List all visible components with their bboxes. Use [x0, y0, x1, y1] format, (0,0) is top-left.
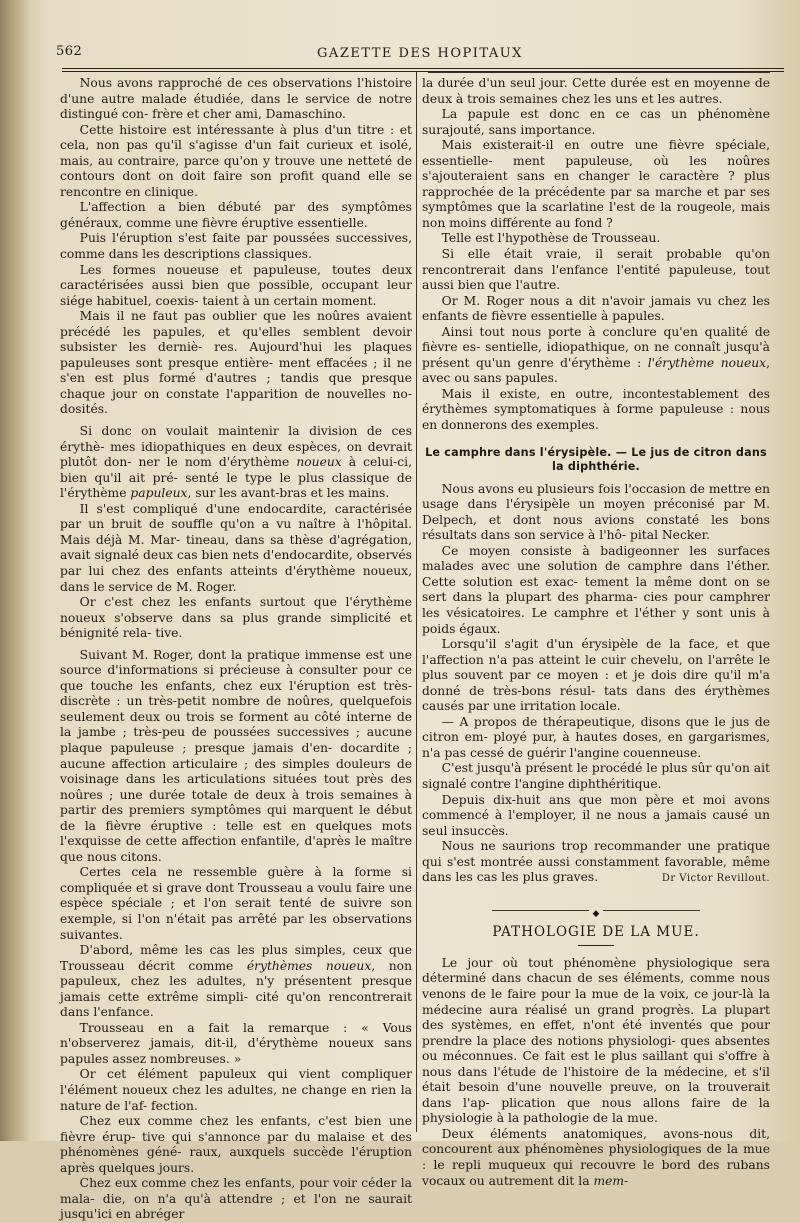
text-run: , non papuleux, chez les adultes, n'y présentent presque jamais cette extrême simpli- cité qu'on rencontrerait dans l'enfance.	[60, 958, 412, 1020]
text-run: Si donc on voulait maintenir la division de ces érythè- mes idiopathiques en deux espèces, on devrait plutôt don- ner le nom d'érythème	[60, 424, 412, 470]
paragraph: Or c'est chez les enfants surtout que l'érythème noueux s'observe dans sa plus grande simplicité et bénignité rela- tive.	[60, 595, 412, 641]
paragraph: C'est jusqu'à présent le procédé le plus sûr qu'on ait signalé contre l'angine diphthéritique.	[422, 761, 770, 791]
paragraph: Suivant M. Roger, dont la pratique immense est une source d'informations si précieuse à consulter pour ce que touche les enfants, chez eux l'éruption est très-discrète : un très-petit nombre de noûres, quelquefois seulement deux ou trois se forment au côté interne de la jambe ; très-peu de poussées successives ; aucune plaque papuleuse ; presque jamais d'en- docardite ; aucune affection articulaire ; des simples douleurs de voisinage dans les articulations situées tout près des noûres ; une durée totale de deux à trois semaines à partir des premiers symptômes qui marquent le début de la fièvre éruptive : telle est en quelques mots l'exquisse de cette affection enfantile, d'après le maître que nous citons.	[60, 647, 412, 864]
paragraph: Nous avons eu plusieurs fois l'occasion de mettre en usage dans l'érysipèle un moyen préconisé par M. Delpech, et dont nous avions constaté les bons résultats dans son service à l'hô- pital Necker.	[422, 481, 770, 543]
paragraph: L'affection a bien débuté par des symptômes généraux, comme une fièvre éruptive essentielle.	[60, 200, 412, 230]
paragraph: Puis l'éruption s'est faite par poussées successives, comme dans les descriptions classiques.	[60, 231, 412, 262]
paragraph: Depuis dix-huit ans que mon père et moi avons commencé à l'employer, il ne nous a jamais causé un seul insuccès.	[422, 792, 770, 838]
paragraph: Chez eux comme chez les enfants, pour voir céder la mala- die, on n'a qu'à attendre ; et l'on ne saurait jusqu'ici en abréger	[60, 1176, 412, 1222]
paragraph: La papule est donc en ce cas un phénomène surajouté, sans importance.	[422, 107, 770, 137]
paragraph: Or cet élément papuleux qui vient compliquer l'élément noueux chez les adultes, ne change en rien la nature de l'af- fection.	[60, 1067, 412, 1113]
text-run: D'abord, même les cas les plus simples, ceux que Trousseau décrit comme	[60, 943, 412, 973]
paragraph	[60, 943, 412, 1021]
italic-term: érythèmes noueux	[246, 958, 372, 973]
italic-term: papuleux	[130, 486, 188, 501]
paragraph: Mais il existe, en outre, incontestablement des érythèmes symptomatiques à forme papuleuse : nous en donnerons des exemples.	[422, 386, 770, 433]
paragraph: Mais il ne faut pas oublier que les noûres avaient précédé les papules, et qu'elles semblent devoir subsister les derniè- res. Aujourd'hui les plaques papuleuses sont presque entière- ment effacées ; il ne s'en est plus formé d'autres ; tandis que presque chaque jour on constate l'apparition de nouvelles no- dosités.	[60, 309, 412, 417]
text-run: , avec ou sans papules.	[422, 355, 770, 386]
left-column	[60, 76, 412, 1222]
column-divider	[416, 72, 417, 1132]
paragraph: Le jour où tout phénomène physiologique sera déterminé dans chacun de ses éléments, comme nous venons de le faire pour la mue de la voix, ce jour-là la médecine aura réalisé un grand progrès. La plupart des systèmes, en effet, n'ont été inventés que pour prendre la place des notions physiologi- ques absentes ou méconnues. Ce fait est le plus saillant qui s'offre à nous dans l'étude de l'histoire de la médecine, et s'il était besoin d'une nouvelle preuve, on la trouverait dans l'ap- plication que nous allons faire de la physiologie à la pathologie de la mue.	[422, 955, 770, 1126]
paragraph	[60, 424, 412, 502]
page-number: 562	[56, 44, 83, 59]
paragraph: Nous ne saurions trop recommander une pratique qui s'est montrée aussi constamment favorable, même dans les cas les plus graves.	[422, 839, 770, 885]
paragraph	[422, 325, 770, 387]
section-ornament	[422, 905, 770, 920]
binding-shadow	[0, 0, 30, 1141]
ornament-glyph: ◆	[589, 909, 604, 919]
title-rule	[578, 945, 614, 946]
italic-term: mem-	[593, 1173, 629, 1188]
paragraph: Lorsqu'il s'agit d'un érysipèle de la face, et que l'affection n'a pas atteint le cuir chevelu, on l'arrête le plus souvent par ce moyen : et je dois dire qu'il m'a donné de très-bons résul- tats dans des érythèmes causés par une irritation locale.	[422, 637, 770, 714]
paragraph: Cette histoire est intéressante à plus d'un titre : et cela, non pas qu'il s'agisse d'un fait curieux et isolé, mais, au contraire, parce qu'on y trouve une netteté de contours dont on doit faire son profit quand elle se rencontre en clinique.	[60, 122, 412, 199]
paragraph: Ce moyen consiste à badigeonner les surfaces malades avec une solution de camphre dans l'éther. Cette solution est exac- tement la même dont on se sert dans la plupart des pharma- cies pour camphrer les vésicatoires. Le camphre et l'éther y sont unis à poids égaux.	[422, 543, 770, 636]
paragraph	[422, 1127, 770, 1189]
author-signature: Dr Victor Revillout.	[661, 872, 770, 884]
paragraph: Trousseau en a fait la remarque : « Vous n'observerez jamais, dit-il, d'érythème noueux sans papules assez nombreuses. »	[60, 1020, 412, 1066]
paragraph: Telle est l'hypothèse de Trousseau.	[441, 231, 661, 246]
text-run: Ainsi tout nous porte à conclure qu'en qualité de fièvre es- sentielle, idiopathique, on ne connaît jusqu'à présent qu'un genre d'érythème :	[422, 324, 770, 370]
paragraph: Les formes noueuse et papuleuse, toutes deux caractérisées aussi bien que possible, occupant leur siége habituel, coexis- taient à un certain moment.	[60, 262, 412, 308]
text-run: Deux éléments anatomiques, avons-nous dit, concourent aux phénomènes physiologiques de la mue : le repli muqueux qui recouvre le bord des rubans vocaux ou autrement dit la	[422, 1126, 770, 1188]
paragraph: — A propos de thérapeutique, disons que le jus de citron em- ployé pur, à hautes doses, en gargarismes, n'a pas cessé de guérir l'angine couenneuse.	[422, 714, 770, 760]
paragraph: Chez eux comme chez les enfants, c'est bien une fièvre érup- tive qui s'annonce par du malaise et des phénomènes géné- raux, auxquels succède l'éruption après quelques jours.	[60, 1114, 412, 1175]
paragraph: Si elle était vraie, il serait probable qu'on rencontrerait dans l'enfance l'entité papuleuse, tout aussi bien que l'autre.	[422, 247, 770, 293]
paragraph: Mais existerait-il en outre une fièvre spéciale, essentielle- ment papuleuse, où les noûres s'ajouteraient sans en changer le caractère ? plus rapprochée de la précédente par sa marche et par ses symptômes que la scarlatine l'est de la rougeole, mais non moins différente au fond ?	[422, 138, 770, 230]
text-run: , sur les avant-bras et les mains.	[187, 486, 390, 501]
paragraph: Il s'est compliqué d'une endocardite, caractérisée par un bruit de souffle qu'on a vu naître à l'hôpital. Mais déjà M. Mar- tineau, dans sa thèse d'agrégation, avait signalé deux cas bien nets d'endocardite, observés par lui chez des enfants atteints d'érythème noueux, dans le service de M. Roger.	[60, 501, 412, 594]
section-title: Le camphre dans l'érysipèle. — Le jus de citron dans la diphthérie.	[425, 445, 767, 473]
paragraph: Nous avons rapproché de ces observations l'histoire d'une autre malade étudiée, dans le service de notre distingué con- frère et cher ami, Damaschino.	[60, 76, 412, 122]
paragraph: Certes cela ne ressemble guère à la forme si compliquée et si grave dont Trousseau a voulu faire une espèce spéciale ; et l'on serait tenté de suivre son exemple, si l'on n'était pas arrêté par les observations suivantes.	[60, 865, 412, 942]
paragraph: Or M. Roger nous a dit n'avoir jamais vu chez les enfants de fièvre essentielle à papules.	[422, 293, 770, 324]
text-run: à celui-ci, bien qu'il ait pré- senté le type le plus classique de l'érythème	[60, 455, 412, 501]
page-header	[56, 42, 784, 66]
right-column	[422, 76, 770, 1188]
italic-term: noueux	[296, 455, 342, 470]
italic-term: l'érythème noueux	[647, 355, 767, 370]
article-title: PATHOLOGIE DE LA MUE.	[492, 924, 700, 941]
running-head: GAZETTE DES HOPITAUX	[317, 46, 523, 61]
paragraph: la durée d'un seul jour. Cette durée est en moyenne de deux à trois semaines chez les uns et les autres.	[422, 76, 770, 106]
